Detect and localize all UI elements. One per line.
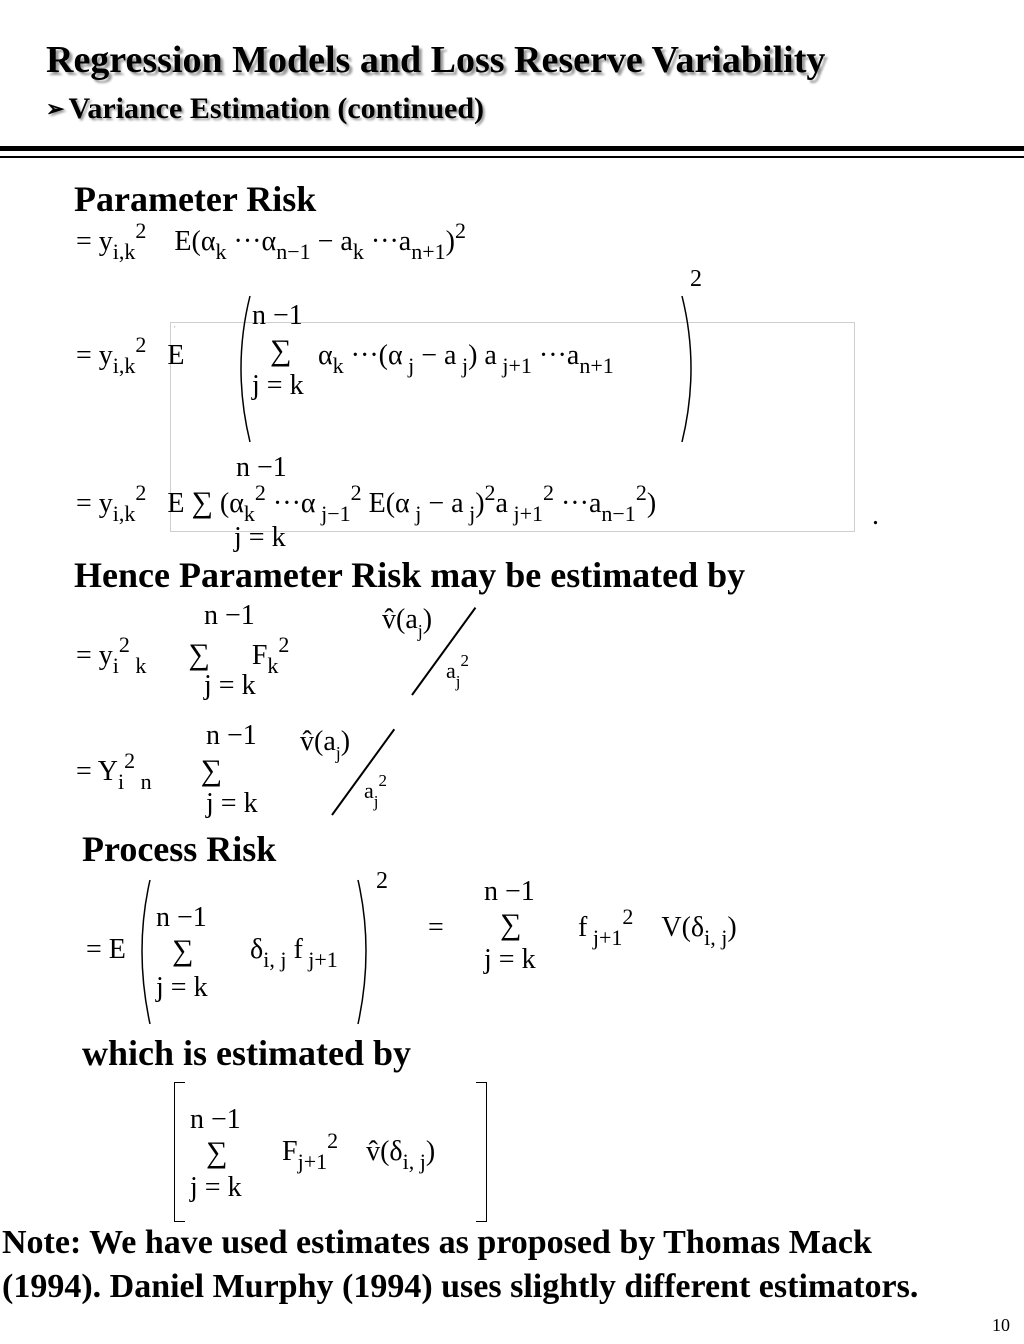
note-line-1: Note: We have used estimates as proposed by Thomas Mack [2, 1224, 872, 1261]
page-number: 10 [992, 1315, 1010, 1335]
note-line-2: (1994). Daniel Murphy (1994) uses slightly different estimators. [2, 1268, 919, 1305]
sum-lower-6: j = k [484, 944, 536, 975]
process-eq-body: $\delta_{i, j}$ f $_{j+1}$ [250, 934, 338, 972]
estimator-right-bracket [476, 1082, 487, 1222]
sum-sigma-6: ∑ [500, 908, 522, 941]
process-eq-exp: 2 [376, 868, 388, 894]
slide-subtitle [46, 92, 484, 126]
sum-upper-6: n −1 [484, 876, 535, 907]
sum-upper-7: n −1 [190, 1104, 241, 1135]
sum-upper-4: n −1 [206, 720, 257, 751]
estimator-body: $F_{j+1}^2$ $v̂(\delta_{i, j})$ [282, 1128, 436, 1174]
process-eq-rhs: f $_{j+1}^2$ $V(\delta_{i, j})$ [578, 904, 737, 950]
sum-lower-7: j = k [190, 1172, 242, 1203]
sum-lower-2: j = k [234, 522, 286, 553]
estimator-1-numerator: $v̂(a_j)$ [382, 604, 433, 641]
sum-upper-5: n −1 [156, 902, 207, 933]
sum-lower-5: j = k [156, 972, 208, 1003]
equation-param-1: = $y_{i,k}^2$ $E(\alpha_k \cdot\cdot\cdot\alpha_{n-1} - a_k \cdot\cdot\cdot a_{n+1})^2$ [76, 218, 466, 264]
process-eq-equals: = [428, 912, 444, 943]
equation-param-2-body: $\alpha_k \cdot\cdot\cdot(\alpha$ $_j$ − a $_j$) a $_{j+1} \cdot\cdot\cdot a_{n+1}$ [318, 340, 614, 378]
estimator-2-denominator: $a_j^2$ [364, 771, 387, 811]
heading-estimated-by: which is estimated by [82, 1033, 412, 1073]
estimator-2-numerator: $v̂(a_j)$ [300, 726, 351, 763]
equation-param-2: = $y_{i,k}^2$ E [76, 332, 185, 378]
heading-parameter-risk: Parameter Risk [74, 179, 317, 219]
equation-param-3: = $y_{i,k}^2$ E ∑ ($\alpha_k^2 \cdot\cdot\cdot\alpha$ $_{j-1}^2$ E(α $_j$ − a $_j$)$^2$a $_{j+1}^2 \cdot\cdot\cdot a_{n-1}^2$) [76, 480, 657, 526]
sum-upper-1: n −1 [252, 300, 303, 331]
estimator-left-bracket [174, 1082, 185, 1222]
estimator-1-denominator: $a_j^2$ [446, 651, 469, 691]
bullet-arrow-icon: ➢ [46, 96, 65, 121]
sum-upper-2: n −1 [236, 452, 287, 483]
header-rule-thick [0, 146, 1024, 151]
sum-lower-4: j = k [206, 788, 258, 819]
sum-lower-1: j = k [252, 370, 304, 401]
equation-param-2-exp: 2 [690, 266, 702, 292]
sum-sigma-5: ∑ [172, 934, 194, 967]
embedded-object-caption: ▪ [174, 324, 176, 329]
equation-period: . [872, 500, 879, 531]
slide-title: Regression Models and Loss Reserve Variability [46, 39, 826, 81]
sum-lower-3: j = k [204, 670, 256, 701]
process-eq-lhs: = E [86, 934, 126, 965]
sum-sigma-7: ∑ [206, 1136, 228, 1169]
estimator-1: = $y_i^2$ $_k$ ∑ $F_k^2$ [76, 632, 290, 678]
heading-hence: Hence Parameter Risk may be estimated by [74, 555, 746, 595]
heading-process-risk: Process Risk [82, 829, 277, 869]
header-rule-thin [0, 156, 1024, 158]
subtitle-text: Variance Estimation (continued) [68, 92, 484, 125]
sum-sigma-1: ∑ [270, 334, 292, 367]
sum-upper-3: n −1 [204, 600, 255, 631]
estimator-2: = $Y_i^2$ $_n$ ∑ [76, 748, 222, 794]
